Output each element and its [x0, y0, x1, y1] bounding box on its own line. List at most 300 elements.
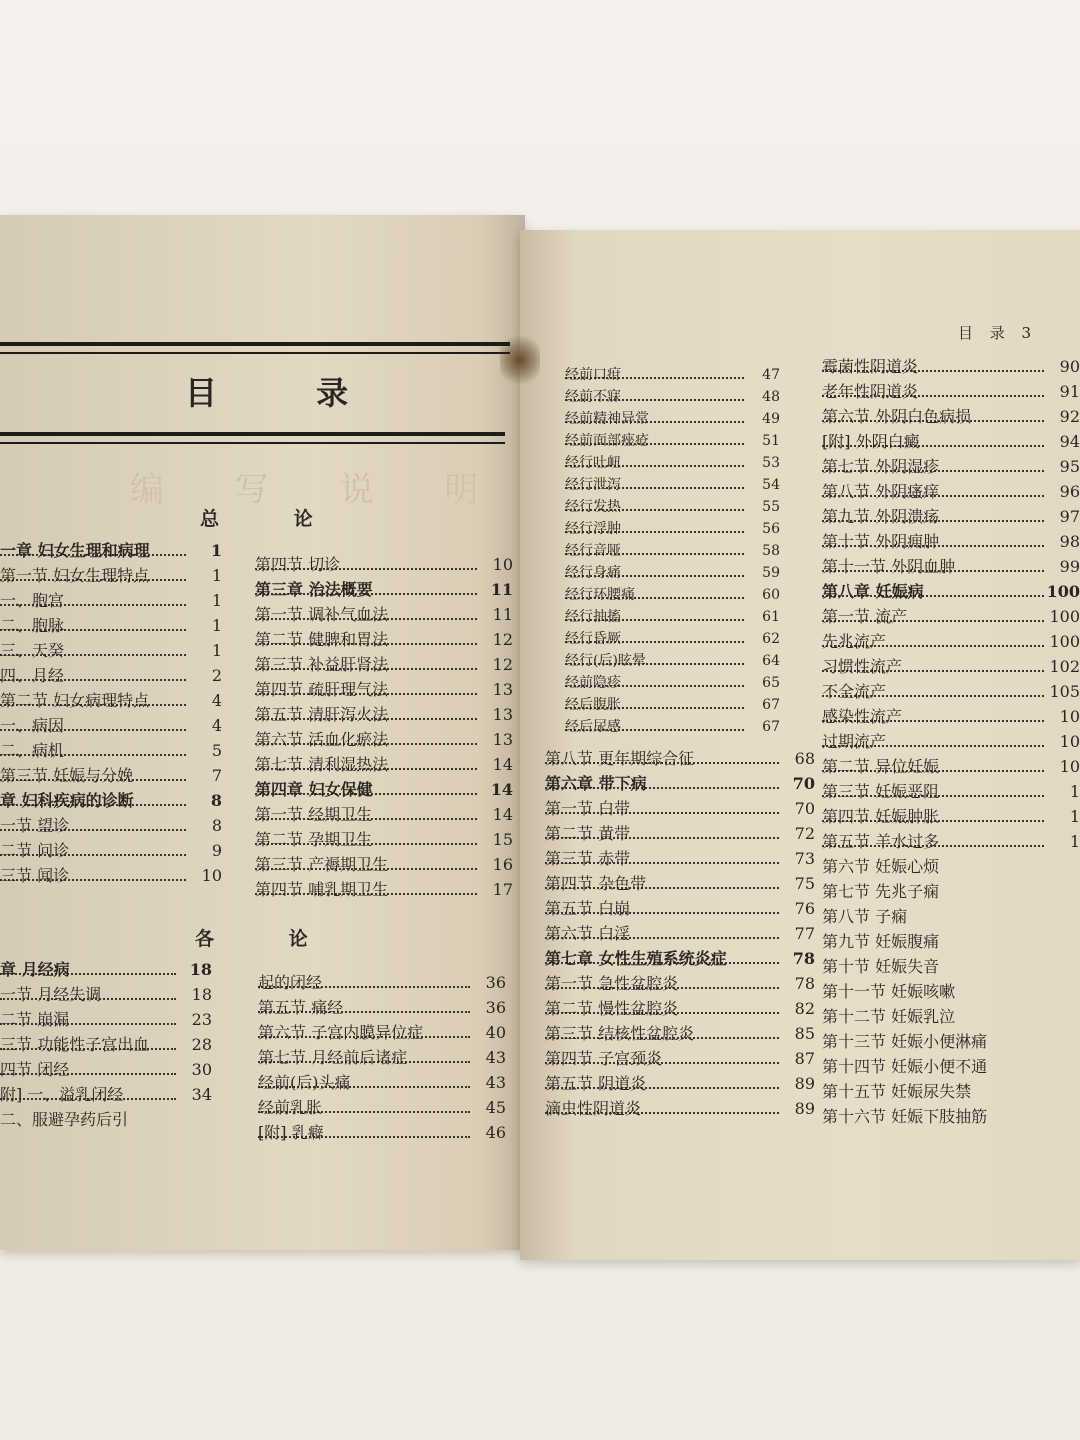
toc-entry-page: 100	[1049, 607, 1080, 626]
toc-entry-page: 9	[211, 841, 222, 860]
toc-entry	[255, 652, 513, 677]
toc-entry-label: 一节 月经失调	[0, 985, 102, 1004]
toc-entry-label: 第一节 急性盆腔炎	[545, 974, 679, 993]
toc-entry	[255, 702, 513, 727]
toc-entry-page: 64	[762, 653, 780, 669]
toc-entry-label: 第十二节 妊娠乳泣	[822, 1007, 956, 1026]
toc-entry-label: 第四节 哺乳期卫生	[255, 880, 389, 899]
toc-column-5	[565, 364, 780, 738]
toc-entry-page: 10	[1059, 707, 1080, 726]
toc-entry-page: 56	[762, 521, 780, 537]
toc-entry-label: 四节 闭经	[0, 1060, 70, 1079]
top-rule	[0, 342, 510, 346]
toc-entry	[565, 540, 780, 562]
toc-entry	[545, 821, 815, 846]
toc-entry	[0, 613, 222, 638]
toc-entry	[565, 716, 780, 738]
toc-entry	[258, 1070, 506, 1095]
toc-entry	[545, 771, 815, 796]
toc-entry-page: 7	[211, 766, 222, 785]
toc-entry-label: 经行音哑	[565, 543, 621, 559]
toc-entry	[0, 788, 222, 813]
toc-entry-label: 第五节 羊水过多	[822, 832, 940, 851]
toc-entry	[545, 971, 815, 996]
ghost-text: 编 写 说 明	[130, 470, 509, 510]
stain	[500, 330, 540, 390]
toc-entry-page: 51	[762, 433, 780, 449]
toc-entry-label: 二、病机	[0, 741, 65, 760]
toc-entry	[0, 763, 222, 788]
toc-entry-label: 第八节 外阴瘙痒	[822, 482, 940, 501]
toc-entry-page: 96	[1059, 482, 1080, 501]
toc-entry-page: 67	[762, 719, 780, 735]
toc-entry	[822, 729, 1080, 754]
toc-entry-page: 60	[762, 587, 780, 603]
toc-entry-label: 第二节 慢性盆腔炎	[545, 999, 679, 1018]
toc-entry-label: 经后尿感	[565, 719, 621, 735]
toc-entry-page: 2	[211, 666, 222, 685]
toc-entry	[545, 996, 815, 1021]
toc-entry-label: 滴虫性阴道炎	[545, 1099, 642, 1118]
toc-entry	[258, 1020, 506, 1045]
toc-entry-page: 23	[191, 1010, 212, 1029]
toc-entry-page: 15	[492, 830, 513, 849]
toc-entry	[545, 1021, 815, 1046]
toc-entry-page: 91	[1059, 382, 1080, 401]
toc-entry-label: 第三节 结核性盆腔炎	[545, 1024, 695, 1043]
toc-entry-page: 49	[762, 411, 780, 427]
toc-entry-label: 二节 问诊	[0, 841, 70, 860]
toc-entry	[0, 838, 222, 863]
toc-entry-label: 三、天癸	[0, 641, 65, 660]
toc-entry-page: 11	[492, 605, 513, 624]
toc-entry	[255, 552, 513, 577]
toc-entry-page: 100	[1046, 582, 1080, 601]
toc-entry	[822, 1054, 1080, 1079]
toc-entry-page: 18	[189, 960, 212, 979]
toc-entry-label: 过期流产	[822, 732, 887, 751]
section-specific: 各 论	[195, 928, 342, 950]
toc-entry-page: 1	[1069, 782, 1080, 801]
toc-entry-label: 三节 功能性子宫出血	[0, 1035, 150, 1054]
toc-entry-label: 先兆流产	[822, 632, 887, 651]
toc-entry-label: 经前精神异常	[565, 411, 649, 427]
toc-entry-page: 13	[492, 705, 513, 724]
bottom-rule	[0, 432, 505, 436]
toc-entry-label: 第十五节 妊娠尿失禁	[822, 1082, 972, 1101]
top-rule-thin	[0, 352, 510, 354]
toc-entry-page: 14	[490, 780, 513, 799]
toc-entry-label: 二、服避孕药后引	[0, 1110, 129, 1129]
toc-entry	[255, 877, 513, 902]
toc-entry	[255, 727, 513, 752]
toc-entry	[565, 606, 780, 628]
toc-entry	[822, 504, 1080, 529]
toc-entry	[0, 982, 212, 1007]
section-general: 总 论	[200, 508, 347, 530]
toc-entry	[0, 738, 222, 763]
toc-entry	[258, 1095, 506, 1120]
toc-entry	[0, 957, 212, 982]
toc-column-6	[822, 354, 1080, 1129]
toc-entry-label: 经行发热	[565, 499, 621, 515]
toc-entry	[822, 354, 1080, 379]
toc-entry	[0, 1107, 212, 1132]
toc-entry-label: 习惯性流产	[822, 657, 903, 676]
toc-entry	[822, 804, 1080, 829]
toc-column-4	[258, 970, 506, 1145]
toc-entry-label: 第三节 妊娠与分娩	[0, 766, 134, 785]
toc-entry	[565, 452, 780, 474]
toc-entry	[822, 579, 1080, 604]
toc-entry-label: 一、病因	[0, 716, 65, 735]
toc-entry	[255, 852, 513, 877]
toc-entry-page: 73	[794, 849, 815, 868]
toc-entry-label: 第七节 清利湿热法	[255, 755, 389, 774]
toc-entry	[565, 364, 780, 386]
toc-entry-label: 经前(后)头痛	[258, 1073, 351, 1092]
toc-entry	[822, 704, 1080, 729]
toc-entry-label: 第九节 外阴溃疡	[822, 507, 940, 526]
toc-entry-label: 第三节 补益肝肾法	[255, 655, 389, 674]
toc-entry-label: 霉菌性阴道炎	[822, 357, 919, 376]
toc-entry-label: 第十三节 妊娠小便淋痛	[822, 1032, 988, 1051]
toc-entry-label: 第八节 子痫	[822, 907, 908, 926]
toc-entry-page: 10	[492, 555, 513, 574]
toc-entry-label: 第三节 产褥期卫生	[255, 855, 389, 874]
toc-entry	[0, 588, 222, 613]
toc-entry	[822, 604, 1080, 629]
toc-entry-label: 第七节 月经前后诸症	[258, 1048, 408, 1067]
toc-entry	[822, 554, 1080, 579]
toc-entry	[0, 688, 222, 713]
toc-entry-page: 47	[762, 367, 780, 383]
toc-entry	[822, 1079, 1080, 1104]
toc-entry-label: 第八节 更年期综合征	[545, 749, 695, 768]
toc-entry-page: 53	[762, 455, 780, 471]
toc-entry-page: 1	[211, 616, 222, 635]
toc-entry-label: 第一节 白带	[545, 799, 631, 818]
toc-entry-page: 36	[485, 973, 506, 992]
toc-entry	[0, 1057, 212, 1082]
toc-entry	[822, 1029, 1080, 1054]
toc-entry	[822, 654, 1080, 679]
toc-entry-page: 8	[211, 816, 222, 835]
toc-entry-page: 105	[1049, 682, 1080, 701]
toc-entry-page: 16	[492, 855, 513, 874]
toc-entry	[0, 638, 222, 663]
toc-entry	[822, 529, 1080, 554]
toc-entry-page: 92	[1059, 407, 1080, 426]
toc-entry-page: 95	[1059, 457, 1080, 476]
toc-entry-label: 第二节 健脾和胃法	[255, 630, 389, 649]
toc-entry-page: 68	[794, 749, 815, 768]
toc-entry	[255, 752, 513, 777]
toc-entry	[565, 474, 780, 496]
toc-entry-label: 经行身痛	[565, 565, 621, 581]
toc-entry-page: 58	[762, 543, 780, 559]
toc-entry-label: 第一节 妇女生理特点	[0, 566, 150, 585]
toc-entry-label: 第十四节 妊娠小便不通	[822, 1057, 988, 1076]
toc-entry	[822, 429, 1080, 454]
toc-entry	[565, 430, 780, 452]
toc-entry-label: 四、月经	[0, 666, 65, 685]
toc-entry-page: 100	[1049, 632, 1080, 651]
toc-entry-page: 55	[762, 499, 780, 515]
toc-entry-label: 章 妇科疾病的诊断	[0, 791, 134, 810]
toc-entry-label: 一章 妇女生理和病理	[0, 541, 150, 560]
toc-entry	[258, 1045, 506, 1070]
toc-entry-page: 76	[794, 899, 815, 918]
toc-entry-page: 10	[1059, 732, 1080, 751]
toc-entry	[822, 879, 1080, 904]
toc-entry-page: 34	[191, 1085, 212, 1104]
toc-entry	[565, 496, 780, 518]
toc-entry-label: 第一节 经期卫生	[255, 805, 373, 824]
toc-entry-label: 第四节 妊娠肿胀	[822, 807, 940, 826]
toc-entry	[565, 562, 780, 584]
toc-entry-page: 28	[191, 1035, 212, 1054]
toc-entry	[565, 408, 780, 430]
toc-entry	[822, 929, 1080, 954]
toc-entry-page: 59	[762, 565, 780, 581]
toc-entry	[822, 829, 1080, 854]
toc-entry	[822, 454, 1080, 479]
toc-column-1	[0, 538, 222, 888]
toc-entry-label: 第三章 治法概要	[255, 580, 373, 599]
toc-entry-page: 77	[794, 924, 815, 943]
toc-entry-page: 1	[211, 566, 222, 585]
page-title: 目 录	[185, 374, 393, 412]
toc-entry	[822, 904, 1080, 929]
toc-entry-page: 43	[485, 1073, 506, 1092]
toc-entry-label: 第六节 活血化瘀法	[255, 730, 389, 749]
toc-entry-label: 起的闭经	[258, 973, 323, 992]
toc-entry-page: 99	[1059, 557, 1080, 576]
toc-entry	[565, 584, 780, 606]
toc-entry	[822, 954, 1080, 979]
toc-entry-page: 85	[794, 1024, 815, 1043]
toc-entry-page: 98	[1059, 532, 1080, 551]
toc-entry-page: 61	[762, 609, 780, 625]
toc-entry-page: 40	[485, 1023, 506, 1042]
toc-entry-page: 48	[762, 389, 780, 405]
toc-entry	[0, 813, 222, 838]
toc-entry	[0, 1082, 212, 1107]
toc-entry-label: 经前乳胀	[258, 1098, 323, 1117]
toc-entry-page: 82	[794, 999, 815, 1018]
toc-entry-page: 17	[492, 880, 513, 899]
toc-entry-label: 第十六节 妊娠下肢抽筋	[822, 1107, 988, 1126]
toc-entry	[255, 577, 513, 602]
toc-entry	[0, 563, 222, 588]
toc-entry-label: 第二节 孕期卫生	[255, 830, 373, 849]
toc-entry	[565, 650, 780, 672]
toc-entry-label: 第五节 白崩	[545, 899, 631, 918]
toc-entry	[822, 379, 1080, 404]
toc-entry-page: 62	[762, 631, 780, 647]
toc-entry-page: 102	[1049, 657, 1080, 676]
toc-entry	[545, 846, 815, 871]
toc-entry-label: 第六节 白淫	[545, 924, 631, 943]
toc-entry-label: 第八章 妊娠病	[822, 582, 924, 601]
toc-entry	[0, 713, 222, 738]
toc-entry-page: 72	[794, 824, 815, 843]
toc-entry-label: 第十节 妊娠失音	[822, 957, 940, 976]
toc-column-3	[0, 957, 212, 1132]
toc-entry-label: 第二节 黄带	[545, 824, 631, 843]
toc-entry-page: 94	[1059, 432, 1080, 451]
toc-entry-label: 第七节 外阴湿疹	[822, 457, 940, 476]
toc-entry	[545, 921, 815, 946]
toc-entry-page: 4	[211, 716, 222, 735]
toc-entry	[0, 1032, 212, 1057]
toc-entry-label: 经前面部痤疮	[565, 433, 649, 449]
toc-entry	[255, 627, 513, 652]
toc-entry	[255, 602, 513, 627]
toc-entry-page: 12	[492, 655, 513, 674]
toc-entry-page: 97	[1059, 507, 1080, 526]
toc-entry	[545, 871, 815, 896]
toc-entry	[0, 1007, 212, 1032]
toc-entry-page: 18	[191, 985, 212, 1004]
toc-entry-page: 78	[792, 949, 815, 968]
toc-entry-label: 不全流产	[822, 682, 887, 701]
toc-entry-page: 1	[211, 591, 222, 610]
toc-entry-page: 12	[492, 630, 513, 649]
toc-entry-label: 第四节 杂色带	[545, 874, 647, 893]
toc-entry-page: 65	[762, 675, 780, 691]
running-head: 目 录 3	[958, 324, 1038, 342]
toc-entry-page: 10	[201, 866, 222, 885]
toc-entry-label: 经行抽搐	[565, 609, 621, 625]
toc-entry-page: 67	[762, 697, 780, 713]
toc-entry-label: 老年性阴道炎	[822, 382, 919, 401]
toc-entry	[258, 995, 506, 1020]
toc-entry-page: 11	[490, 580, 513, 599]
toc-entry-label: 经行(后)眩晕	[565, 653, 646, 669]
toc-entry-page: 1	[211, 641, 222, 660]
toc-entry	[822, 479, 1080, 504]
toc-column-2	[255, 552, 513, 902]
toc-entry-label: 经行环腰痛	[565, 587, 635, 603]
toc-entry-label: 第四节 子宫颈炎	[545, 1049, 663, 1068]
toc-entry-page: 14	[492, 755, 513, 774]
toc-entry-page: 8	[210, 791, 222, 810]
toc-entry-page: 43	[485, 1048, 506, 1067]
toc-entry	[822, 1104, 1080, 1129]
toc-entry-page: 89	[794, 1099, 815, 1118]
toc-entry-label: 经行浮肿	[565, 521, 621, 537]
toc-entry-label: 第六章 带下病	[545, 774, 647, 793]
toc-entry-label: 第五节 痛经	[258, 998, 344, 1017]
toc-entry-page: 75	[794, 874, 815, 893]
toc-entry	[0, 538, 222, 563]
toc-entry-label: 经前口疳	[565, 367, 621, 383]
toc-entry	[545, 946, 815, 971]
toc-entry-page: 1	[210, 541, 222, 560]
toc-entry-page: 70	[794, 799, 815, 818]
toc-entry-label: 第六节 子宫内膜异位症	[258, 1023, 424, 1042]
toc-entry	[0, 863, 222, 888]
toc-entry	[545, 796, 815, 821]
toc-entry	[545, 1071, 815, 1096]
toc-entry-page: 5	[211, 741, 222, 760]
toc-entry-page: 89	[794, 1074, 815, 1093]
toc-entry-label: 一、胞宫	[0, 591, 65, 610]
toc-entry-label: 经行吐衄	[565, 455, 621, 471]
toc-entry	[822, 854, 1080, 879]
toc-entry-page: 30	[191, 1060, 212, 1079]
toc-entry	[255, 827, 513, 852]
toc-entry	[545, 746, 815, 771]
toc-entry-label: 第二节 异位妊娠	[822, 757, 940, 776]
toc-entry-page: 90	[1059, 357, 1080, 376]
toc-entry	[822, 629, 1080, 654]
toc-entry-label: 一节 望诊	[0, 816, 70, 835]
toc-entry-label: 第四节 疏肝理气法	[255, 680, 389, 699]
toc-entry-page: 1	[1069, 832, 1080, 851]
toc-entry-label: 三节 闻诊	[0, 866, 70, 885]
toc-entry	[822, 979, 1080, 1004]
toc-entry-label: 第十一节 妊娠咳嗽	[822, 982, 956, 1001]
toc-entry-label: 第七节 先兆子痫	[822, 882, 940, 901]
toc-entry-label: 第三节 妊娠恶阻	[822, 782, 940, 801]
toc-entry-page: 45	[485, 1098, 506, 1117]
toc-entry-label: 第五节 清肝泻火法	[255, 705, 389, 724]
toc-entry	[822, 679, 1080, 704]
toc-entry-label: 第七章 女性生殖系统炎症	[545, 949, 727, 968]
toc-entry-label: 感染性流产	[822, 707, 903, 726]
toc-entry-label: [附] 外阴白癜	[822, 432, 920, 451]
toc-entry	[565, 694, 780, 716]
toc-entry-label: 经行泄泻	[565, 477, 621, 493]
toc-entry-label: 第六节 妊娠心烦	[822, 857, 940, 876]
toc-entry	[565, 628, 780, 650]
toc-entry-label: 附] 一、溢乳闭经	[0, 1085, 124, 1104]
toc-entry-label: 经后腹胀	[565, 697, 621, 713]
toc-entry-page: 10	[1059, 757, 1080, 776]
toc-entry-page: 13	[492, 680, 513, 699]
toc-entry	[255, 777, 513, 802]
toc-entry	[258, 1120, 506, 1145]
toc-entry	[545, 1096, 815, 1121]
toc-entry-label: 章 月经病	[0, 960, 70, 979]
toc-entry	[258, 970, 506, 995]
toc-entry-label: 第十节 外阴痈肿	[822, 532, 940, 551]
toc-entry	[822, 404, 1080, 429]
toc-entry-label: 第三节 赤带	[545, 849, 631, 868]
toc-entry-page: 70	[792, 774, 815, 793]
toc-entry	[822, 754, 1080, 779]
toc-entry	[255, 802, 513, 827]
toc-entry-label: 经行昏厥	[565, 631, 621, 647]
toc-entry-page: 46	[485, 1123, 506, 1142]
toc-entry-label: 第九节 妊娠腹痛	[822, 932, 940, 951]
toc-entry-label: 经前不寐	[565, 389, 621, 405]
toc-entry-page: 78	[794, 974, 815, 993]
toc-entry	[255, 677, 513, 702]
toc-entry	[822, 1004, 1080, 1029]
toc-entry-label: 第二节 妇女病理特点	[0, 691, 150, 710]
toc-entry	[565, 672, 780, 694]
toc-entry	[545, 1046, 815, 1071]
toc-entry-label: 二、胞脉	[0, 616, 65, 635]
toc-entry-label: 第一节 调补气血法	[255, 605, 389, 624]
toc-entry-page: 87	[794, 1049, 815, 1068]
toc-entry	[822, 779, 1080, 804]
toc-entry	[545, 896, 815, 921]
